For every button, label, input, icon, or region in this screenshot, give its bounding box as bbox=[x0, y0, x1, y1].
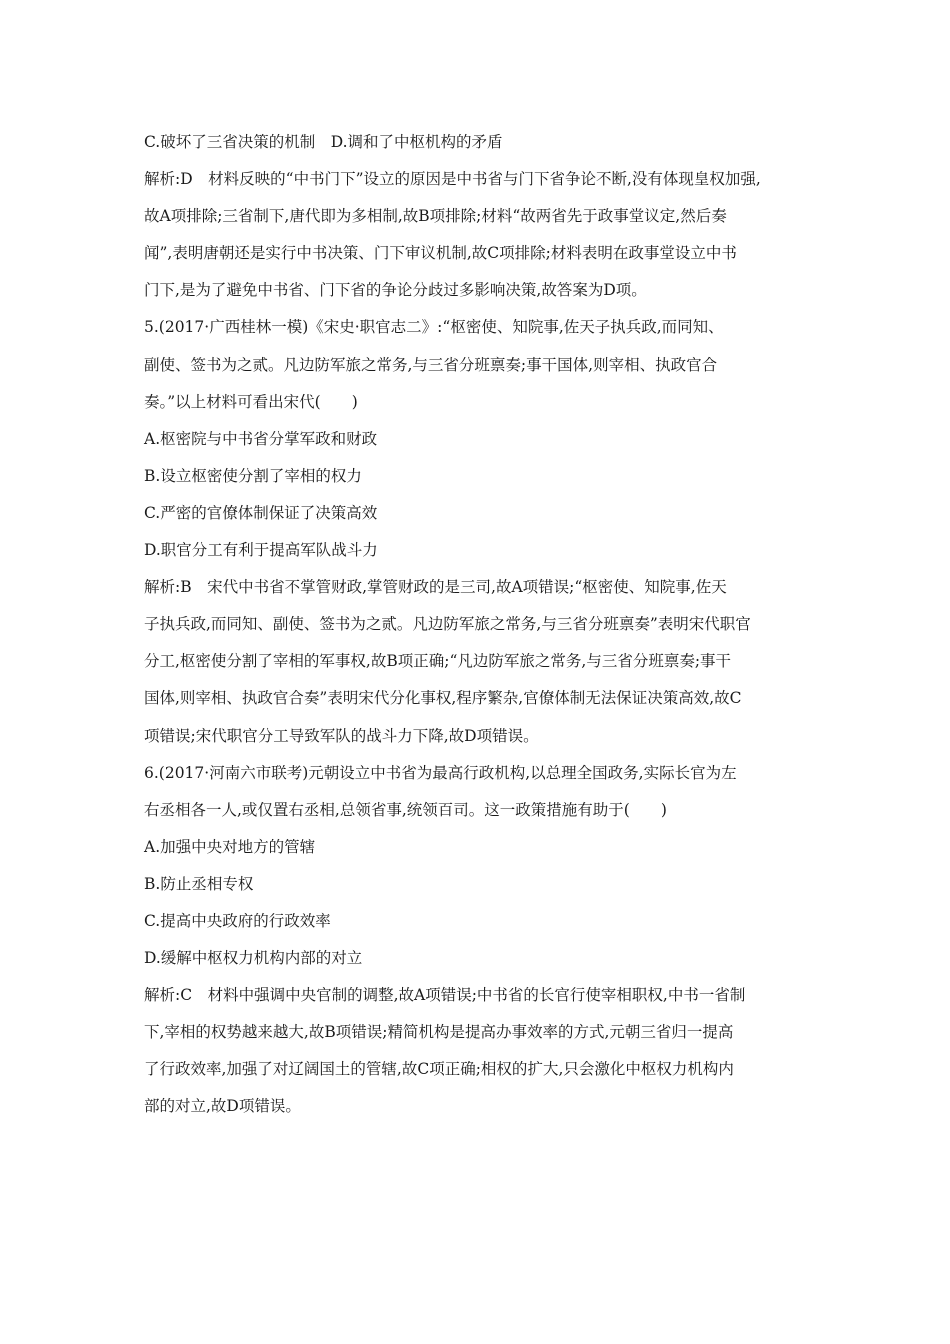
option-a: A.加强中央对地方的管辖 bbox=[144, 837, 316, 856]
option-b: B.设立枢密使分割了宰相的权力 bbox=[144, 466, 362, 485]
question-6 bbox=[144, 755, 844, 1126]
analysis-line: 部的对立,故D项错误。 bbox=[144, 1097, 301, 1116]
option-d: D.职官分工有利于提高军队战斗力 bbox=[144, 541, 378, 560]
question-5 bbox=[144, 309, 844, 754]
analysis-line: 解析:B 宋代中书省不掌管财政,掌管财政的是三司,故A项错误;“枢密使、知院事,佐天 bbox=[144, 578, 727, 597]
analysis-line: 分工,枢密使分割了宰相的军事权,故B项正确;“凡边防军旅之常务,与三省分班禀奏;事干 bbox=[144, 652, 732, 671]
analysis-line: 门下,是为了避免中书省、门下省的争论分歧过多影响决策,故答案为D项。 bbox=[144, 281, 647, 300]
analysis-line: 了行政效率,加强了对辽阔国土的管辖,故C项正确;相权的扩大,只会激化中枢权力机构内 bbox=[144, 1060, 734, 1079]
question-stem-line: 副使、签书为之贰。凡边防军旅之常务,与三省分班禀奏;事干国体,则宰相、执政官合 bbox=[144, 355, 718, 374]
option-b: B.防止丞相专权 bbox=[144, 874, 254, 893]
document-page bbox=[144, 124, 844, 1126]
analysis-line: 下,宰相的权势越来越大,故B项错误;精简机构是提高办事效率的方式,元朝三省归一提高 bbox=[144, 1023, 734, 1042]
analysis-line: 解析:C 材料中强调中央官制的调整,故A项错误;中书省的长官行使宰相职权,中书一省制 bbox=[144, 986, 746, 1005]
option-a: A.枢密院与中书省分掌军政和财政 bbox=[144, 429, 378, 448]
question-stem-line: 奏。”以上材料可看出宋代( ) bbox=[144, 392, 358, 411]
analysis-line: 国体,则宰相、执政官合奏”表明宋代分化事权,程序繁杂,官僚体制无法保证决策高效,故C bbox=[144, 689, 742, 708]
analysis-line: 项错误;宋代职官分工导致军队的战斗力下降,故D项错误。 bbox=[144, 726, 539, 745]
question-stem-line: 6.(2017·河南六市联考)元朝设立中书省为最高行政机构,以总理全国政务,实际长官为左 bbox=[144, 763, 737, 782]
option-line-cd: C.破坏了三省决策的机制 D.调和了中枢机构的矛盾 bbox=[144, 133, 503, 151]
analysis-line: 闻”,表明唐朝还是实行中书决策、门下审议机制,故C项排除;材料表明在政事堂设立中书 bbox=[144, 244, 737, 263]
analysis-line: 解析:D 材料反映的“中书门下”设立的原因是中书省与门下省争论不断,没有体现皇权加强, bbox=[144, 170, 761, 189]
analysis-line: 故A项排除;三省制下,唐代即为多相制,故B项排除;材料“故两省先于政事堂议定,然后奏 bbox=[144, 207, 727, 226]
question-stem-line: 5.(2017·广西桂林一模)《宋史·职官志二》:“枢密使、知院事,佐天子执兵政,而同知、 bbox=[144, 318, 724, 337]
option-c: C.提高中央政府的行政效率 bbox=[144, 911, 331, 930]
question-stem-line: 右丞相各一人,或仅置右丞相,总领省事,统领百司。这一政策措施有助于( ) bbox=[144, 800, 667, 819]
option-d: D.缓解中枢权力机构内部的对立 bbox=[144, 949, 363, 968]
analysis-line: 子执兵政,而同知、副使、签书为之贰。凡边防军旅之常务,与三省分班禀奏”表明宋代职官 bbox=[144, 615, 751, 634]
option-c: C.严密的官僚体制保证了决策高效 bbox=[144, 503, 378, 522]
previous-question-tail bbox=[144, 124, 844, 309]
